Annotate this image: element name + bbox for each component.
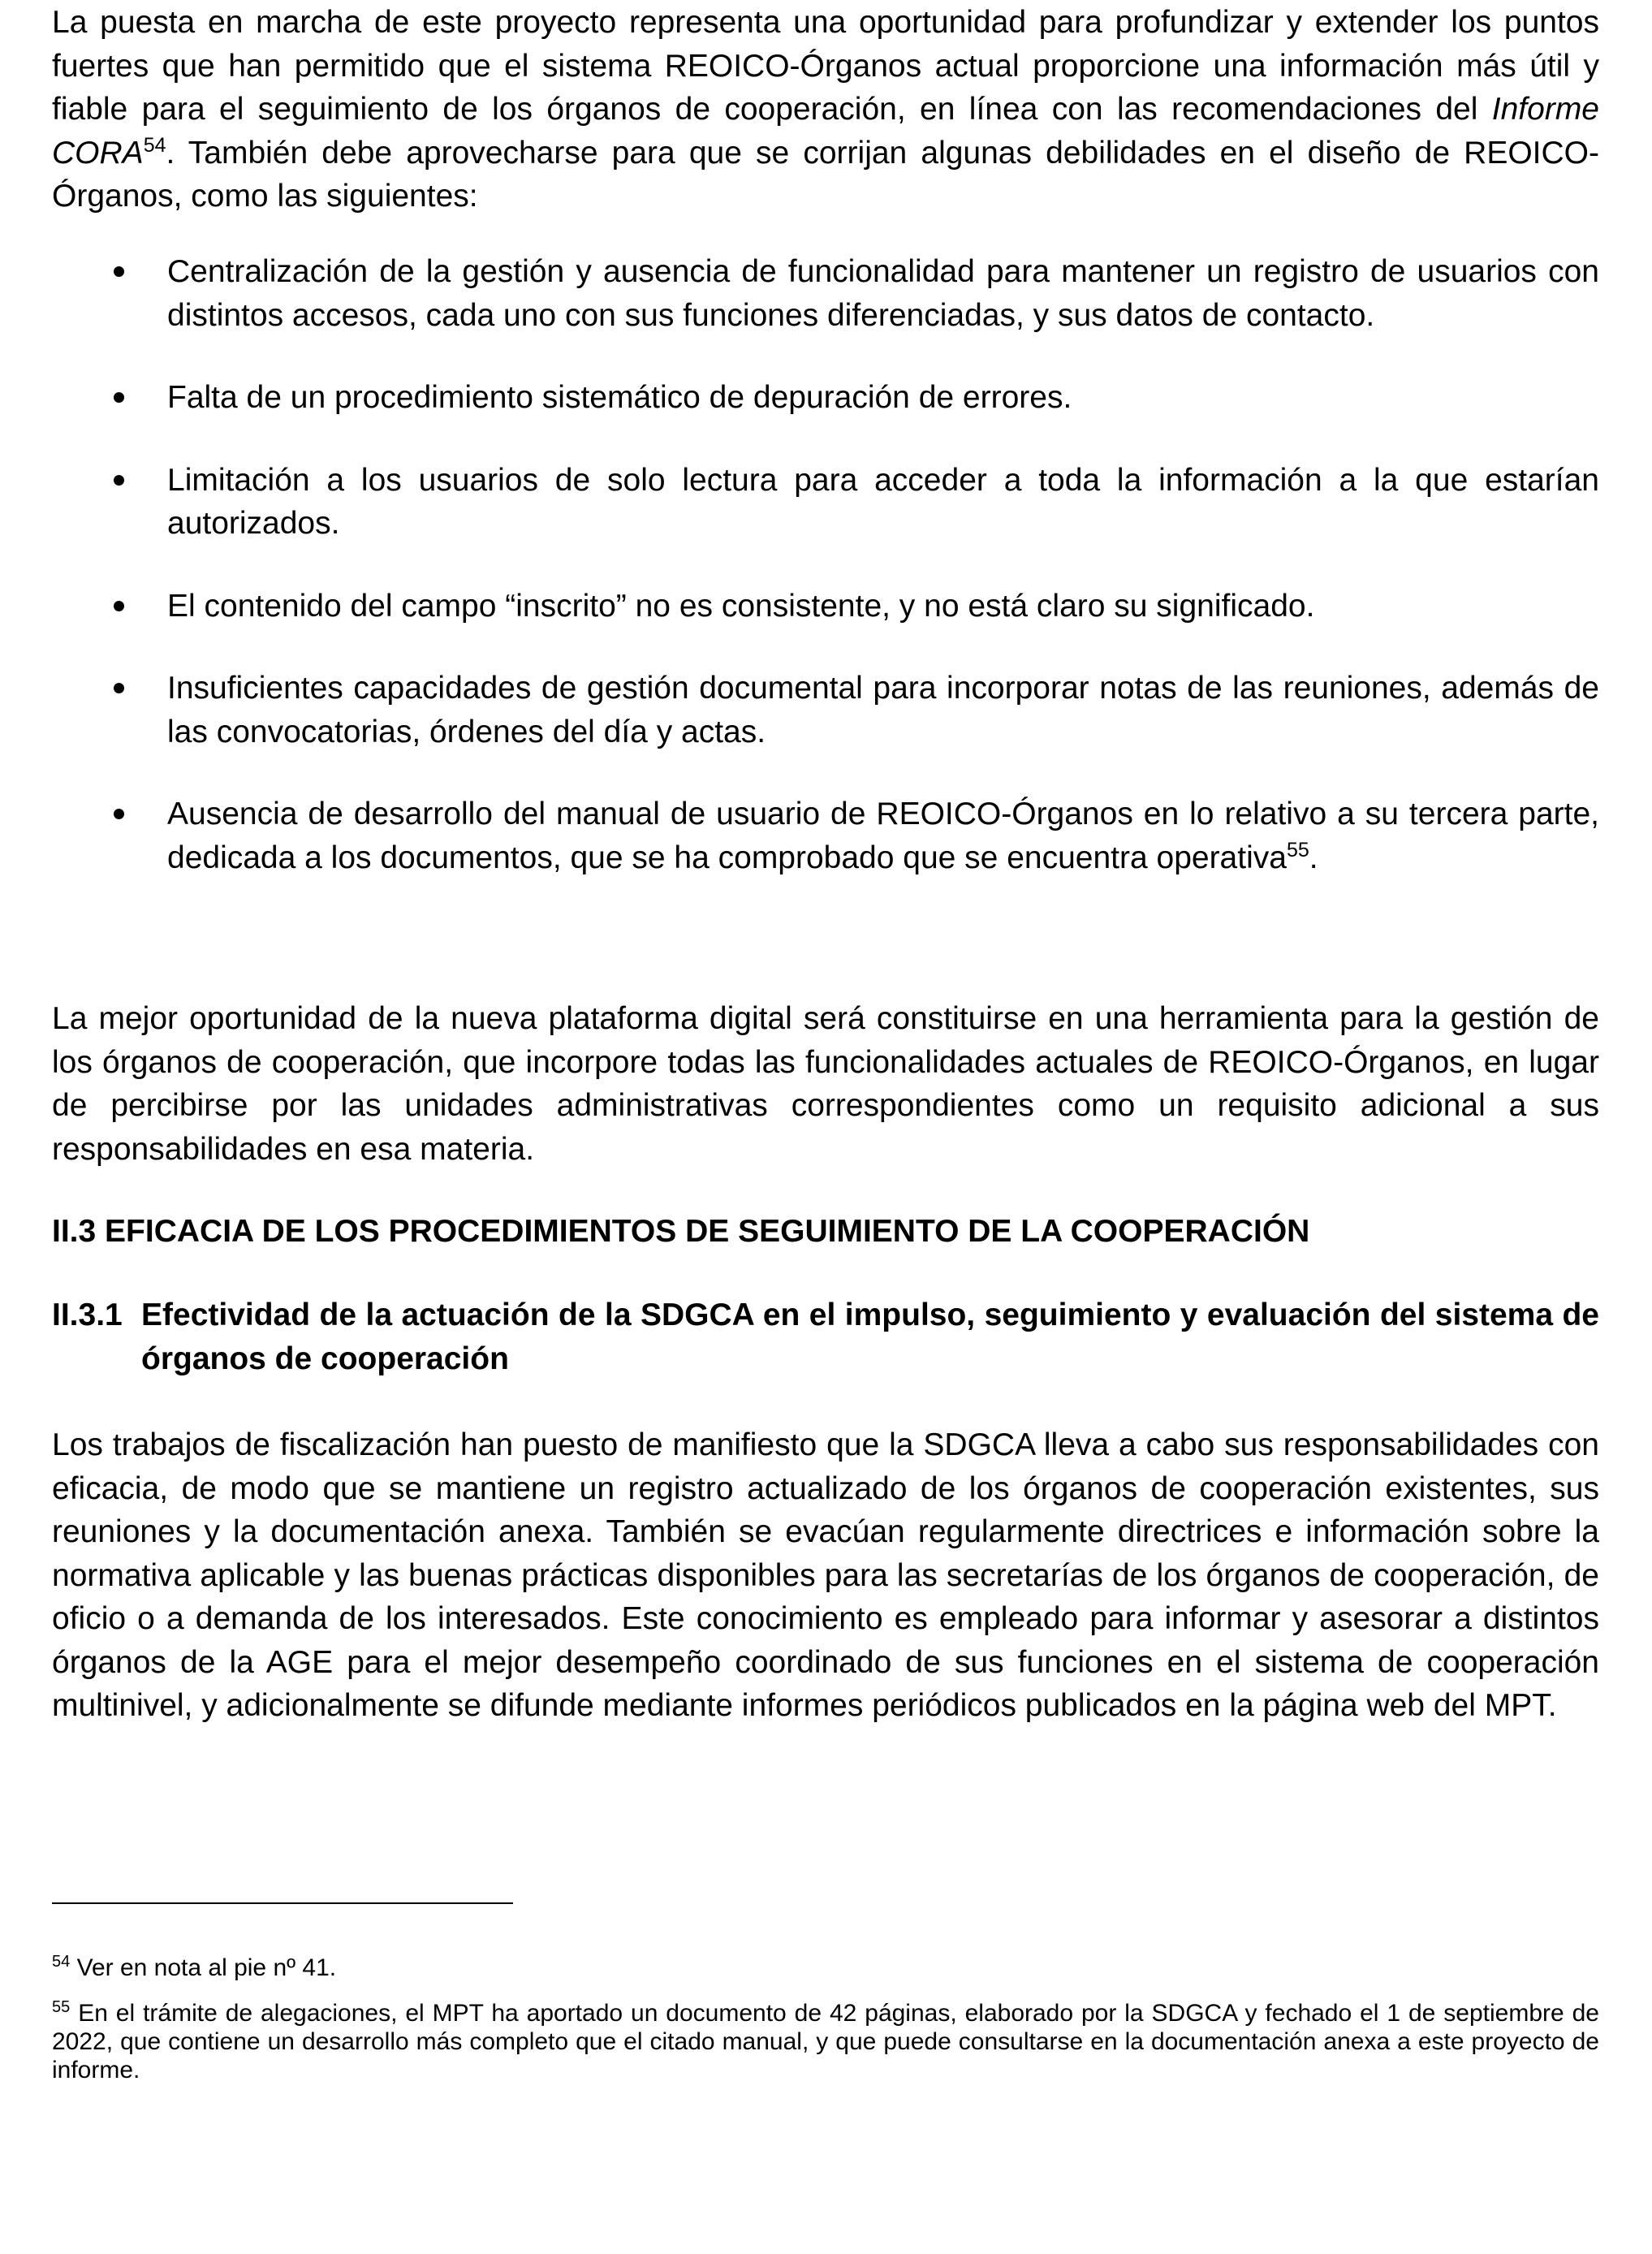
informe-cora-title: Informe CORA: [52, 92, 1599, 171]
intro-paragraph: [52, 1, 1599, 218]
footnote-separator: [52, 1902, 513, 1904]
bullet-icon: [114, 601, 124, 611]
bullet-icon: [114, 683, 124, 693]
footnote-number: 55: [52, 1998, 71, 2016]
bullet-icon: [114, 392, 124, 403]
list-item-text-main: Ausencia de desarrollo del manual de usuario de REOICO-Órganos en lo relativo a su tercera parte, dedicada a los documentos, que se ha comprobado que se encuentra operativa: [167, 797, 1599, 875]
document-page: [52, 0, 1599, 2254]
footnote-55: [52, 1999, 1599, 2084]
list-item: [52, 792, 1599, 879]
closing-paragraph: La mejor oportunidad de la nueva plataforma digital será constituirse en una herramienta para la gestión de los órganos de cooperación, que incorpore todas las funcionalidades actuales de REOICO-Órganos, en lugar de percibirse por las unidades administrativas correspondientes como un requisito adicional a sus responsabilidades en esa materia.: [52, 1001, 1599, 1167]
list-item: [52, 667, 1599, 753]
subsection-title: Efectividad de la actuación de la SDGCA en el impulso, seguimiento y evaluación del sistema de órganos de cooperación: [141, 1298, 1599, 1376]
footnote-ref-54[interactable]: 54: [143, 133, 166, 157]
footnote-number: 54: [52, 1953, 71, 1971]
bullet-icon: [114, 475, 124, 486]
list-item-text: Centralización de la gestión y ausencia de funcionalidad para mantener un registro de usuarios con distintos accesos, cada uno con sus funciones diferenciadas, y sus datos de contacto.: [167, 254, 1599, 333]
list-item-text: El contenido del campo “inscrito” no es consistente, y no está claro su significado.: [167, 588, 1315, 624]
footnote-54: [52, 1954, 1599, 1982]
intro-text-part1: La puesta en marcha de este proyecto representa una oportunidad para profundizar y extender los puntos fuertes que han permitido que el sistema REOICO-Órganos actual proporcione una información más útil y fiable para el seguimiento de los órganos de cooperación, en línea con las recomendaciones del: [52, 5, 1599, 127]
weaknesses-list: [52, 250, 1599, 918]
list-item: [52, 250, 1599, 337]
footnote-text: Ver en nota al pie nº 41.: [76, 1954, 337, 1981]
list-item: [52, 459, 1599, 546]
list-item-text: Limitación a los usuarios de solo lectura para acceder a toda la información a la que estarían autorizados.: [167, 462, 1599, 541]
list-item-text-end: .: [1309, 840, 1318, 875]
subsection-heading: [52, 1293, 1599, 1380]
footnote-ref-55[interactable]: 55: [1286, 838, 1309, 861]
final-paragraph: Los trabajos de fiscalización han puesto de manifiesto que la SDGCA lleva a cabo sus responsabilidades con eficacia, de modo que se mantiene un registro actualizado de los órganos de cooperación existentes, sus reuniones y la documentación anexa. También se evacúan regularmente directrices e información sobre la normativa aplicable y las buenas prácticas disponibles para las secretarías de los órganos de cooperación, de oficio o a demanda de los interesados. Este conocimiento es empleado para informar y asesorar a distintos órganos de la AGE para el mejor desempeño coordinado de sus funciones en el sistema de cooperación multinivel, y adicionalmente se difunde mediante informes periódicos publicados en la página web del MPT.: [52, 1427, 1599, 1723]
bullet-icon: [114, 266, 124, 277]
list-item-text: Insuficientes capacidades de gestión documental para incorporar notas de las reuniones, además de las convocatorias, órdenes del día y actas.: [167, 671, 1599, 749]
intro-text-part2: . También debe aprovecharse para que se corrijan algunas debilidades en el diseño de REOICO-Órganos, como las siguientes:: [52, 135, 1599, 214]
list-item-text: Falta de un procedimiento sistemático de depuración de errores.: [167, 380, 1072, 415]
subsection-number: II.3.1: [52, 1298, 123, 1332]
footnote-text: En el trámite de alegaciones, el MPT ha aportado un documento de 42 páginas, elaborado por la SDGCA y fechado el 1 de septiembre de 2022, que contiene un desarrollo más completo que el citado manual, y que puede consultarse en la documentación anexa a este proyecto de informe.: [52, 2000, 1599, 2083]
list-item-text: [167, 792, 1599, 879]
bullet-icon: [114, 809, 124, 819]
section-heading: II.3 EFICACIA DE LOS PROCEDIMIENTOS DE SEGUIMIENTO DE LA COOPERACIÓN: [52, 1214, 1310, 1249]
list-item: [52, 585, 1599, 628]
list-item: [52, 376, 1599, 420]
